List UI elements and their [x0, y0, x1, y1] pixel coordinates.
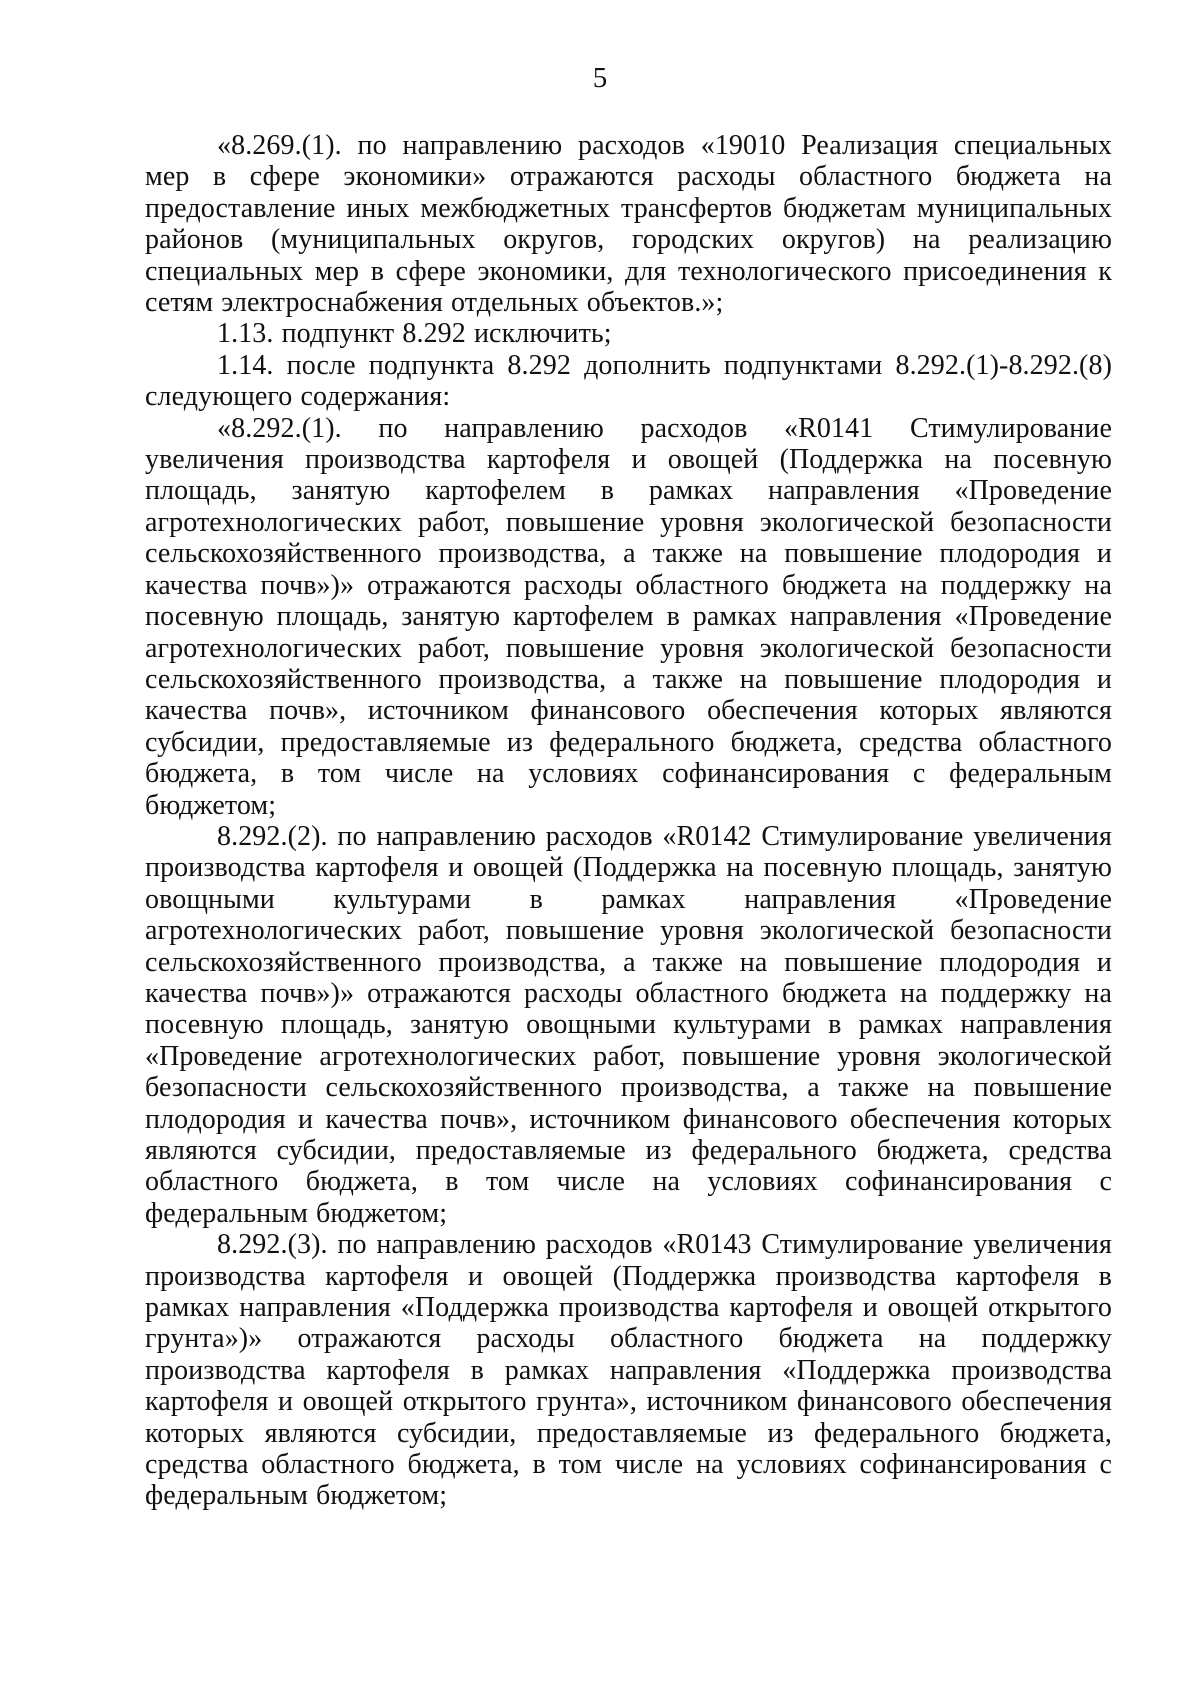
document-body: [145, 130, 1112, 1512]
paragraph-8-292-3: 8.292.(3). по направлению расходов «R0143 Стимулирование увеличения производства картофеля и овощей (Поддержка производства картофеля в рамках направления «Поддержка производства картофеля и овощей открытого грунта»)» отражаются расходы областного бюджета на поддержку производства картофеля в рамках направления «Поддержка производства картофеля и овощей открытого грунта», источником финансового обеспечения которых являются субсидии, предоставляемые из федерального бюджета, средства областного бюджета, в том числе на условиях софинансирования с федеральным бюджетом;: [145, 1229, 1112, 1512]
paragraph-8-292-1: «8.292.(1). по направлению расходов «R0141 Стимулирование увеличения производства картофеля и овощей (Поддержка на посевную площадь, занятую картофелем в рамках направления «Проведение агротехнологических работ, повышение уровня экологической безопасности сельскохозяйственного производства, а также на повышение плодородия и качества почв»)» отражаются расходы областного бюджета на поддержку на посевную площадь, занятую картофелем в рамках направления «Проведение агротехнологических работ, повышение уровня экологической безопасности сельскохозяйственного производства, а также на повышение плодородия и качества почв», источником финансового обеспечения которых являются субсидии, предоставляемые из федерального бюджета, средства областного бюджета, в том числе на условиях софинансирования с федеральным бюджетом;: [145, 412, 1112, 821]
paragraph-1-14: 1.14. после подпункта 8.292 дополнить подпунктами 8.292.(1)-8.292.(8) следующего содержания:: [145, 349, 1112, 413]
paragraph-8-269-1: «8.269.(1). по направлению расходов «19010 Реализация специальных мер в сфере экономики» отражаются расходы областного бюджета на предоставление иных межбюджетных трансфертов бюджетам муниципальных районов (муниципальных округов, городских округов) на реализацию специальных мер в сфере экономики, для технологического присоединения к сетям электроснабжения отдельных объектов.»;: [145, 130, 1112, 319]
paragraph-8-292-2: 8.292.(2). по направлению расходов «R0142 Стимулирование увеличения производства картофеля и овощей (Поддержка на посевную площадь, занятую овощными культурами в рамках направления «Проведение агротехнологических работ, повышение уровня экологической безопасности сельскохозяйственного производства, а также на повышение плодородия и качества почв»)» отражаются расходы областного бюджета на поддержку на посевную площадь, занятую овощными культурами в рамках направления «Проведение агротехнологических работ, повышение уровня экологической безопасности сельскохозяйственного производства, а также на повышение плодородия и качества почв», источником финансового обеспечения которых являются субсидии, предоставляемые из федерального бюджета, средства областного бюджета, в том числе на условиях софинансирования с федеральным бюджетом;: [145, 820, 1112, 1229]
paragraph-1-13: 1.13. подпункт 8.292 исключить;: [217, 318, 612, 350]
page-number: 5: [592, 62, 608, 94]
